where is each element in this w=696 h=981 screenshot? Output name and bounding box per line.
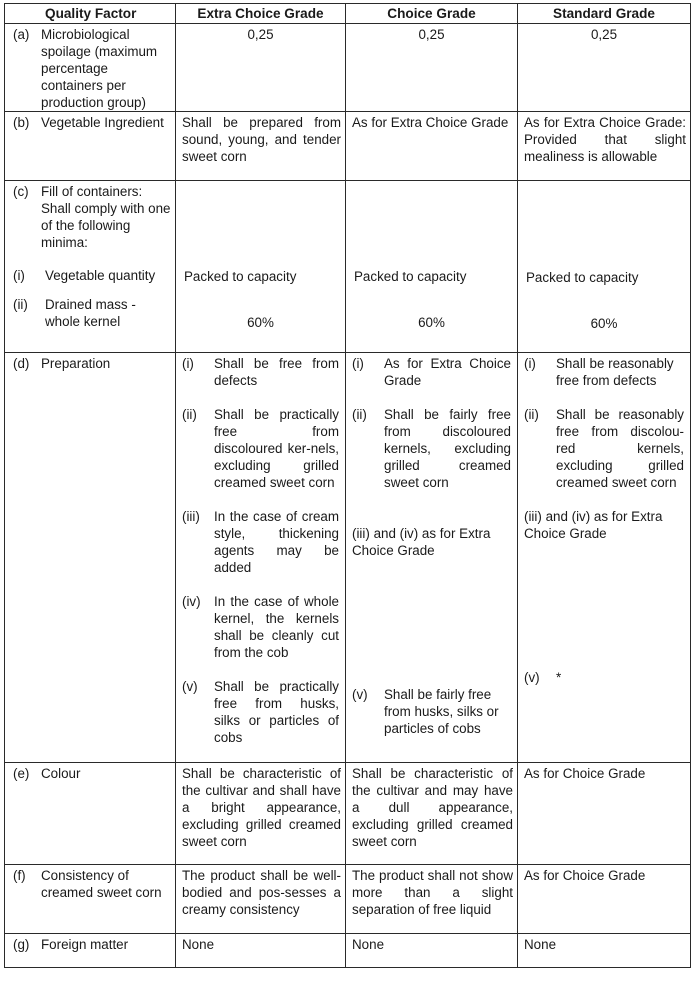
- extra-cell: [176, 763, 346, 865]
- choice-value: 0,25: [418, 27, 445, 42]
- extra-cell: [176, 112, 346, 181]
- header-choice: Choice Grade: [346, 4, 518, 24]
- row-preparation: [5, 353, 691, 763]
- choice-capacity: Packed to capacity: [354, 269, 467, 284]
- standard-cell: [518, 865, 691, 934]
- item-label: (ii): [524, 407, 539, 422]
- prep-item: [518, 669, 690, 686]
- factor-cell: [5, 934, 176, 968]
- sub-label: (i): [13, 268, 25, 283]
- row-vegetable-ingredient: [5, 112, 691, 181]
- choice-cell: [346, 181, 518, 353]
- item-text: Shall be reasonably free from discolou-red kernels, excluding grilled creamed sweet corn: [556, 407, 684, 490]
- factor-text: Consistency of creamed sweet corn: [41, 868, 162, 900]
- row-label: (f): [13, 868, 26, 883]
- extra-value: The product shall be well-bodied and pos-sesses a creamy consistency: [182, 868, 341, 917]
- choice-cell: [346, 24, 518, 112]
- item-label: (i): [524, 356, 536, 371]
- item-label: (i): [182, 356, 194, 371]
- row-microbiological: [5, 24, 691, 112]
- standard-cell: [518, 934, 691, 968]
- header-quality-factor: Quality Factor: [5, 4, 176, 24]
- row-colour: [5, 763, 691, 865]
- extra-cell: [176, 353, 346, 763]
- factor-cell: [5, 112, 176, 181]
- extra-cell: [176, 181, 346, 353]
- item-label: (v): [352, 687, 368, 702]
- factor-cell: [5, 24, 176, 112]
- row-label: (a): [13, 27, 30, 42]
- extra-capacity: Packed to capacity: [184, 269, 297, 284]
- choice-cell: [346, 865, 518, 934]
- choice-cell: [346, 934, 518, 968]
- item-label: (v): [524, 670, 540, 685]
- item-text: Shall be reasonably free from defects: [556, 356, 674, 388]
- item-text: Shall be practically free from husks, silks or particles of cobs: [214, 679, 339, 745]
- standard-cell: [518, 112, 691, 181]
- factor-cell: [5, 181, 176, 353]
- standard-cell: [518, 181, 691, 353]
- header-standard: Standard Grade: [518, 4, 691, 24]
- factor-text: Fill of containers: Shall comply with one of the following minima:: [41, 184, 171, 250]
- choice-cell: [346, 353, 518, 763]
- header-row: [5, 4, 691, 24]
- item-label: (v): [182, 679, 198, 694]
- prep-item: [346, 406, 517, 491]
- prep-item: [176, 593, 345, 661]
- row-label: (e): [13, 766, 30, 781]
- standard-value: None: [524, 937, 557, 952]
- prep-item: [176, 355, 345, 389]
- extra-drained: 60%: [247, 315, 274, 330]
- sub-label: (ii): [13, 297, 28, 312]
- row-fill-of-containers: [5, 181, 691, 353]
- extra-cell: [176, 865, 346, 934]
- prep-item-text: (iii) and (iv) as for Extra Choice Grade: [524, 509, 663, 541]
- item-label: (i): [352, 356, 364, 371]
- factor-text: Microbiological spoilage (maximum percentage containers per production group): [41, 27, 158, 110]
- item-label: (iv): [182, 594, 201, 609]
- item-text: Shall be practically free from discoloured ker-nels, excluding grilled creamed sweet corn: [214, 407, 339, 490]
- factor-text: Preparation: [41, 356, 111, 371]
- prep-item: [176, 678, 345, 746]
- extra-value: 0,25: [247, 27, 274, 42]
- row-label: (g): [13, 937, 30, 952]
- item-text: Shall be fairly free from discoloured kernels, excluding grilled creamed sweet corn: [384, 407, 511, 490]
- prep-item: [518, 406, 690, 491]
- row-label: (d): [13, 356, 30, 371]
- prep-item: [176, 508, 345, 576]
- choice-cell: [346, 112, 518, 181]
- factor-cell: [5, 763, 176, 865]
- choice-value: The product shall not show more than a slight separation of free liquid: [352, 868, 513, 917]
- standard-drained: 60%: [590, 316, 618, 331]
- sub-text: Drained mass - whole kernel: [45, 297, 136, 329]
- standard-value: As for Choice Grade: [524, 868, 646, 883]
- item-text: In the case of whole kernel, the kernels shall be cleanly cut from the cob: [214, 594, 339, 660]
- item-text: Shall be free from defects: [214, 356, 339, 388]
- extra-value: Shall be characteristic of the cultivar and shall have a bright appearance, excluding grilled creamed sweet corn: [182, 766, 341, 849]
- item-label: (ii): [352, 407, 367, 422]
- extra-cell: [176, 24, 346, 112]
- choice-value: Shall be characteristic of the cultivar and may have a dull appearance, excluding grilled creamed sweet corn: [352, 766, 513, 849]
- extra-value: Shall be prepared from sound, young, and tender sweet corn: [182, 115, 341, 164]
- choice-value: None: [352, 937, 385, 952]
- row-foreign-matter: [5, 934, 691, 968]
- choice-value: As for Extra Choice Grade: [352, 115, 509, 130]
- sub-text: Vegetable quantity: [45, 268, 156, 283]
- factor-cell: [5, 353, 176, 763]
- standard-value: As for Extra Choice Grade: Provided that slight mealiness is allowable: [524, 115, 686, 164]
- item-text: *: [556, 670, 562, 685]
- factor-text: Vegetable Ingredient: [41, 115, 164, 130]
- item-text: As for Extra Choice Grade: [384, 356, 511, 388]
- item-label: (ii): [182, 407, 197, 422]
- standard-capacity: Packed to capacity: [526, 270, 639, 285]
- standard-cell: [518, 353, 691, 763]
- item-text: Shall be fairly free from husks, silks or particles of cobs: [384, 687, 499, 736]
- prep-item: [346, 686, 517, 737]
- standard-value: As for Choice Grade: [524, 766, 646, 781]
- standard-cell: [518, 24, 691, 112]
- prep-item: [176, 406, 345, 491]
- standard-value: 0,25: [590, 27, 618, 42]
- choice-cell: [346, 763, 518, 865]
- item-label: (iii): [182, 509, 200, 524]
- standard-cell: [518, 763, 691, 865]
- row-label: (b): [13, 115, 30, 130]
- prep-item: [346, 355, 517, 389]
- extra-value: None: [182, 937, 215, 952]
- choice-drained: 60%: [418, 315, 445, 330]
- row-consistency: [5, 865, 691, 934]
- item-text: In the case of cream style, thickening agents may be added: [214, 509, 339, 575]
- factor-text: Colour: [41, 766, 81, 781]
- prep-item: [518, 355, 690, 389]
- header-extra-choice: Extra Choice Grade: [176, 4, 346, 24]
- extra-cell: [176, 934, 346, 968]
- quality-factor-table: [4, 3, 691, 968]
- factor-cell: [5, 865, 176, 934]
- row-label: (c): [13, 184, 29, 199]
- factor-text: Foreign matter: [41, 937, 129, 952]
- prep-item-text: (iii) and (iv) as for Extra Choice Grade: [352, 526, 491, 558]
